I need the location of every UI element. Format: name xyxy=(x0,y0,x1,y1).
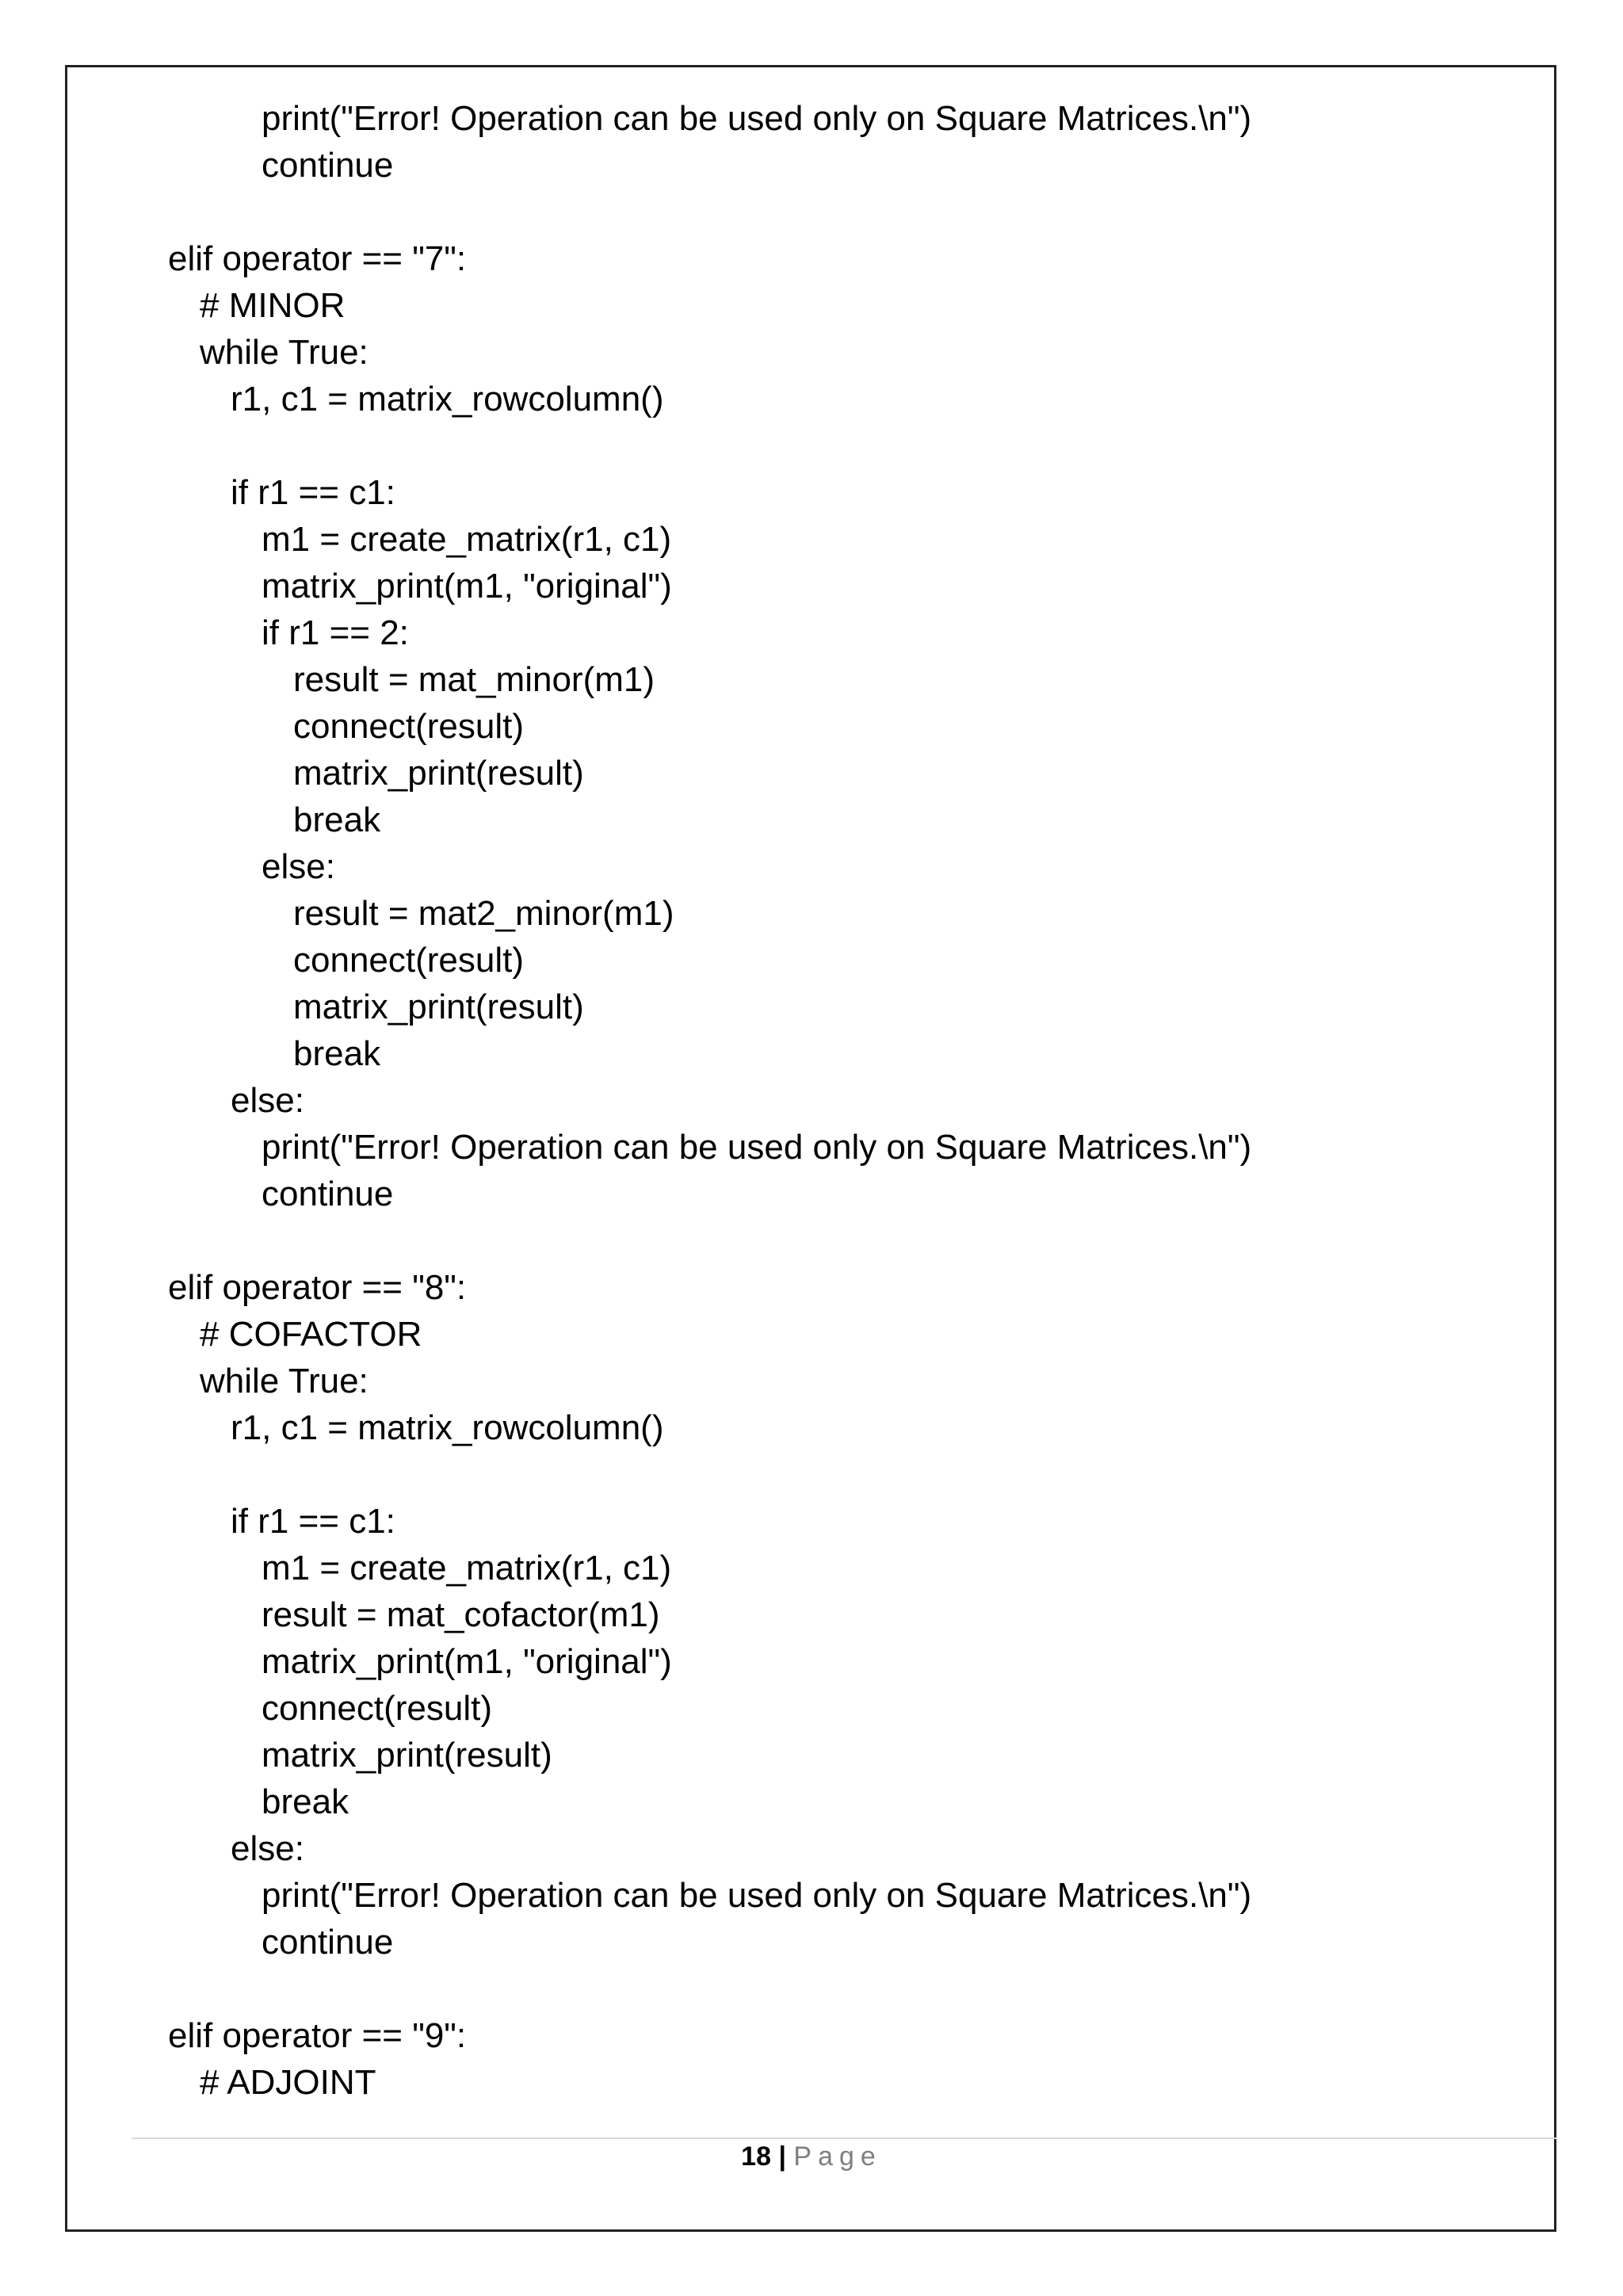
footer-separator: | xyxy=(778,2141,786,2172)
page-footer xyxy=(0,2141,1623,2172)
code-line: connect(result) xyxy=(262,1689,493,1728)
code-comment: # MINOR xyxy=(200,286,346,325)
code-line: matrix_print(m1, "original") xyxy=(262,1642,672,1681)
code-line: print("Error! Operation can be used only on Square Matrices.\n") xyxy=(262,1128,1252,1167)
code-line: print("Error! Operation can be used only on Square Matrices.\n") xyxy=(262,1876,1252,1915)
code-line: continue xyxy=(262,1175,394,1213)
code-line: result = mat_minor(m1) xyxy=(293,660,655,699)
code-line: while True: xyxy=(200,333,369,372)
code-line: else: xyxy=(231,1081,304,1120)
code-line: m1 = create_matrix(r1, c1) xyxy=(262,520,672,559)
code-line: connect(result) xyxy=(293,707,525,746)
code-line: matrix_print(result) xyxy=(293,988,584,1026)
code-line: else: xyxy=(231,1829,304,1868)
code-line: break xyxy=(262,1782,349,1821)
code-line: break xyxy=(293,1034,381,1073)
code-line: m1 = create_matrix(r1, c1) xyxy=(262,1549,672,1587)
code-line: matrix_print(result) xyxy=(293,754,584,793)
code-comment: # ADJOINT xyxy=(200,2063,376,2102)
code-line: elif operator == "7": xyxy=(168,239,467,278)
code-line: result = mat_cofactor(m1) xyxy=(262,1595,660,1634)
page-number: 18 xyxy=(741,2141,771,2172)
code-line: matrix_print(result) xyxy=(262,1736,552,1775)
code-line: while True: xyxy=(200,1362,369,1400)
code-line: if r1 == c1: xyxy=(231,1502,395,1541)
code-line: elif operator == "9": xyxy=(168,2016,467,2055)
code-line: break xyxy=(293,800,381,839)
code-line: else: xyxy=(262,847,335,886)
footer-divider xyxy=(132,2137,1556,2139)
code-line: continue xyxy=(262,146,394,185)
code-line: if r1 == 2: xyxy=(262,613,409,652)
page-label: Page xyxy=(793,2141,882,2172)
code-line: matrix_print(m1, "original") xyxy=(262,567,672,606)
code-line: result = mat2_minor(m1) xyxy=(293,894,674,933)
code-comment: # COFACTOR xyxy=(200,1315,422,1354)
code-line: connect(result) xyxy=(293,941,525,980)
code-line: elif operator == "8": xyxy=(168,1268,467,1307)
code-line: if r1 == c1: xyxy=(231,473,395,512)
code-line: r1, c1 = matrix_rowcolumn() xyxy=(231,1408,664,1447)
code-line: print("Error! Operation can be used only on Square Matrices.\n") xyxy=(262,99,1252,138)
code-line: continue xyxy=(262,1923,394,1962)
code-line: r1, c1 = matrix_rowcolumn() xyxy=(231,380,664,418)
